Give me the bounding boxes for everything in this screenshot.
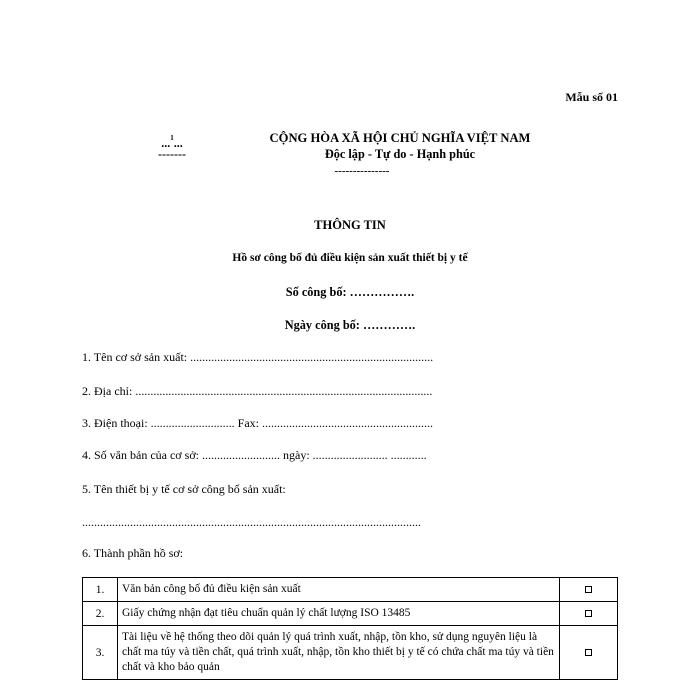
checkbox[interactable] [585, 610, 592, 617]
document-subtitle: Hồ sơ công bố đủ điều kiện sản xuất thiết bị y tế [232, 252, 468, 264]
row-description: Tài liệu về hệ thống theo dõi quản lý quá trình xuất, nhập, tồn kho, sử dụng nguyên liệu là chất ma túy và tiền chất, quá trình xuất, nhập, tồn kho thiết bị y tế có chứa chất ma túy và tiền chất và kho bảo quản [118, 626, 560, 680]
field-device-name: 5. Tên thiết bị y tế cơ sở công bố sản xuất: [82, 482, 286, 496]
announcement-date: Ngày công bố: …………. [284, 318, 416, 332]
field-dossier-components: 6. Thành phần hồ sơ: [82, 546, 184, 560]
field-facility-name: 1. Tên cơ sở sản xuất: ................................................................................. [82, 350, 434, 364]
row-index: 3. [83, 626, 118, 680]
form-code: Mẫu số 01 [565, 90, 618, 104]
country-name: CỘNG HÒA XÃ HỘI CHỦ NGHĨA VIỆT NAM [269, 131, 531, 145]
row-index: 1. [83, 578, 118, 602]
organization-header [152, 133, 192, 161]
announcement-number: Số công bố: ……………. [285, 285, 415, 299]
row-checkbox-cell [560, 602, 618, 626]
field-phone-fax: 3. Điện thoại: ............................ Fax: ......................................................... [82, 416, 433, 430]
row-description: Giấy chứng nhận đạt tiêu chuẩn quản lý chất lượng ISO 13485 [118, 602, 560, 626]
motto-separator: --------------- [334, 165, 390, 177]
row-description: Văn bản công bố đủ điều kiện sản xuất [118, 578, 560, 602]
field-document-number-date: 4. Số văn bản của cơ sở: .......................... ngày: ......................... ............ [82, 448, 427, 462]
checkbox[interactable] [585, 586, 592, 593]
footnote-marker: 1 [170, 134, 174, 142]
field-device-name-line: ................................................................................................................. [82, 515, 421, 529]
organization-separator: ------- [158, 147, 186, 161]
national-header [255, 130, 545, 178]
row-checkbox-cell [560, 626, 618, 680]
national-motto: Độc lập - Tự do - Hạnh phúc [324, 147, 476, 161]
checkbox[interactable] [585, 649, 592, 656]
dossier-table [82, 577, 618, 680]
table-row [83, 602, 618, 626]
document-title: THÔNG TIN [314, 218, 386, 232]
table-row [83, 578, 618, 602]
row-index: 2. [83, 602, 118, 626]
table-row [83, 626, 618, 680]
organization-name-placeholder: ...$^1$... [161, 134, 183, 150]
row-checkbox-cell [560, 578, 618, 602]
field-address: 2. Địa chỉ: ................................................................................................... [82, 384, 433, 398]
